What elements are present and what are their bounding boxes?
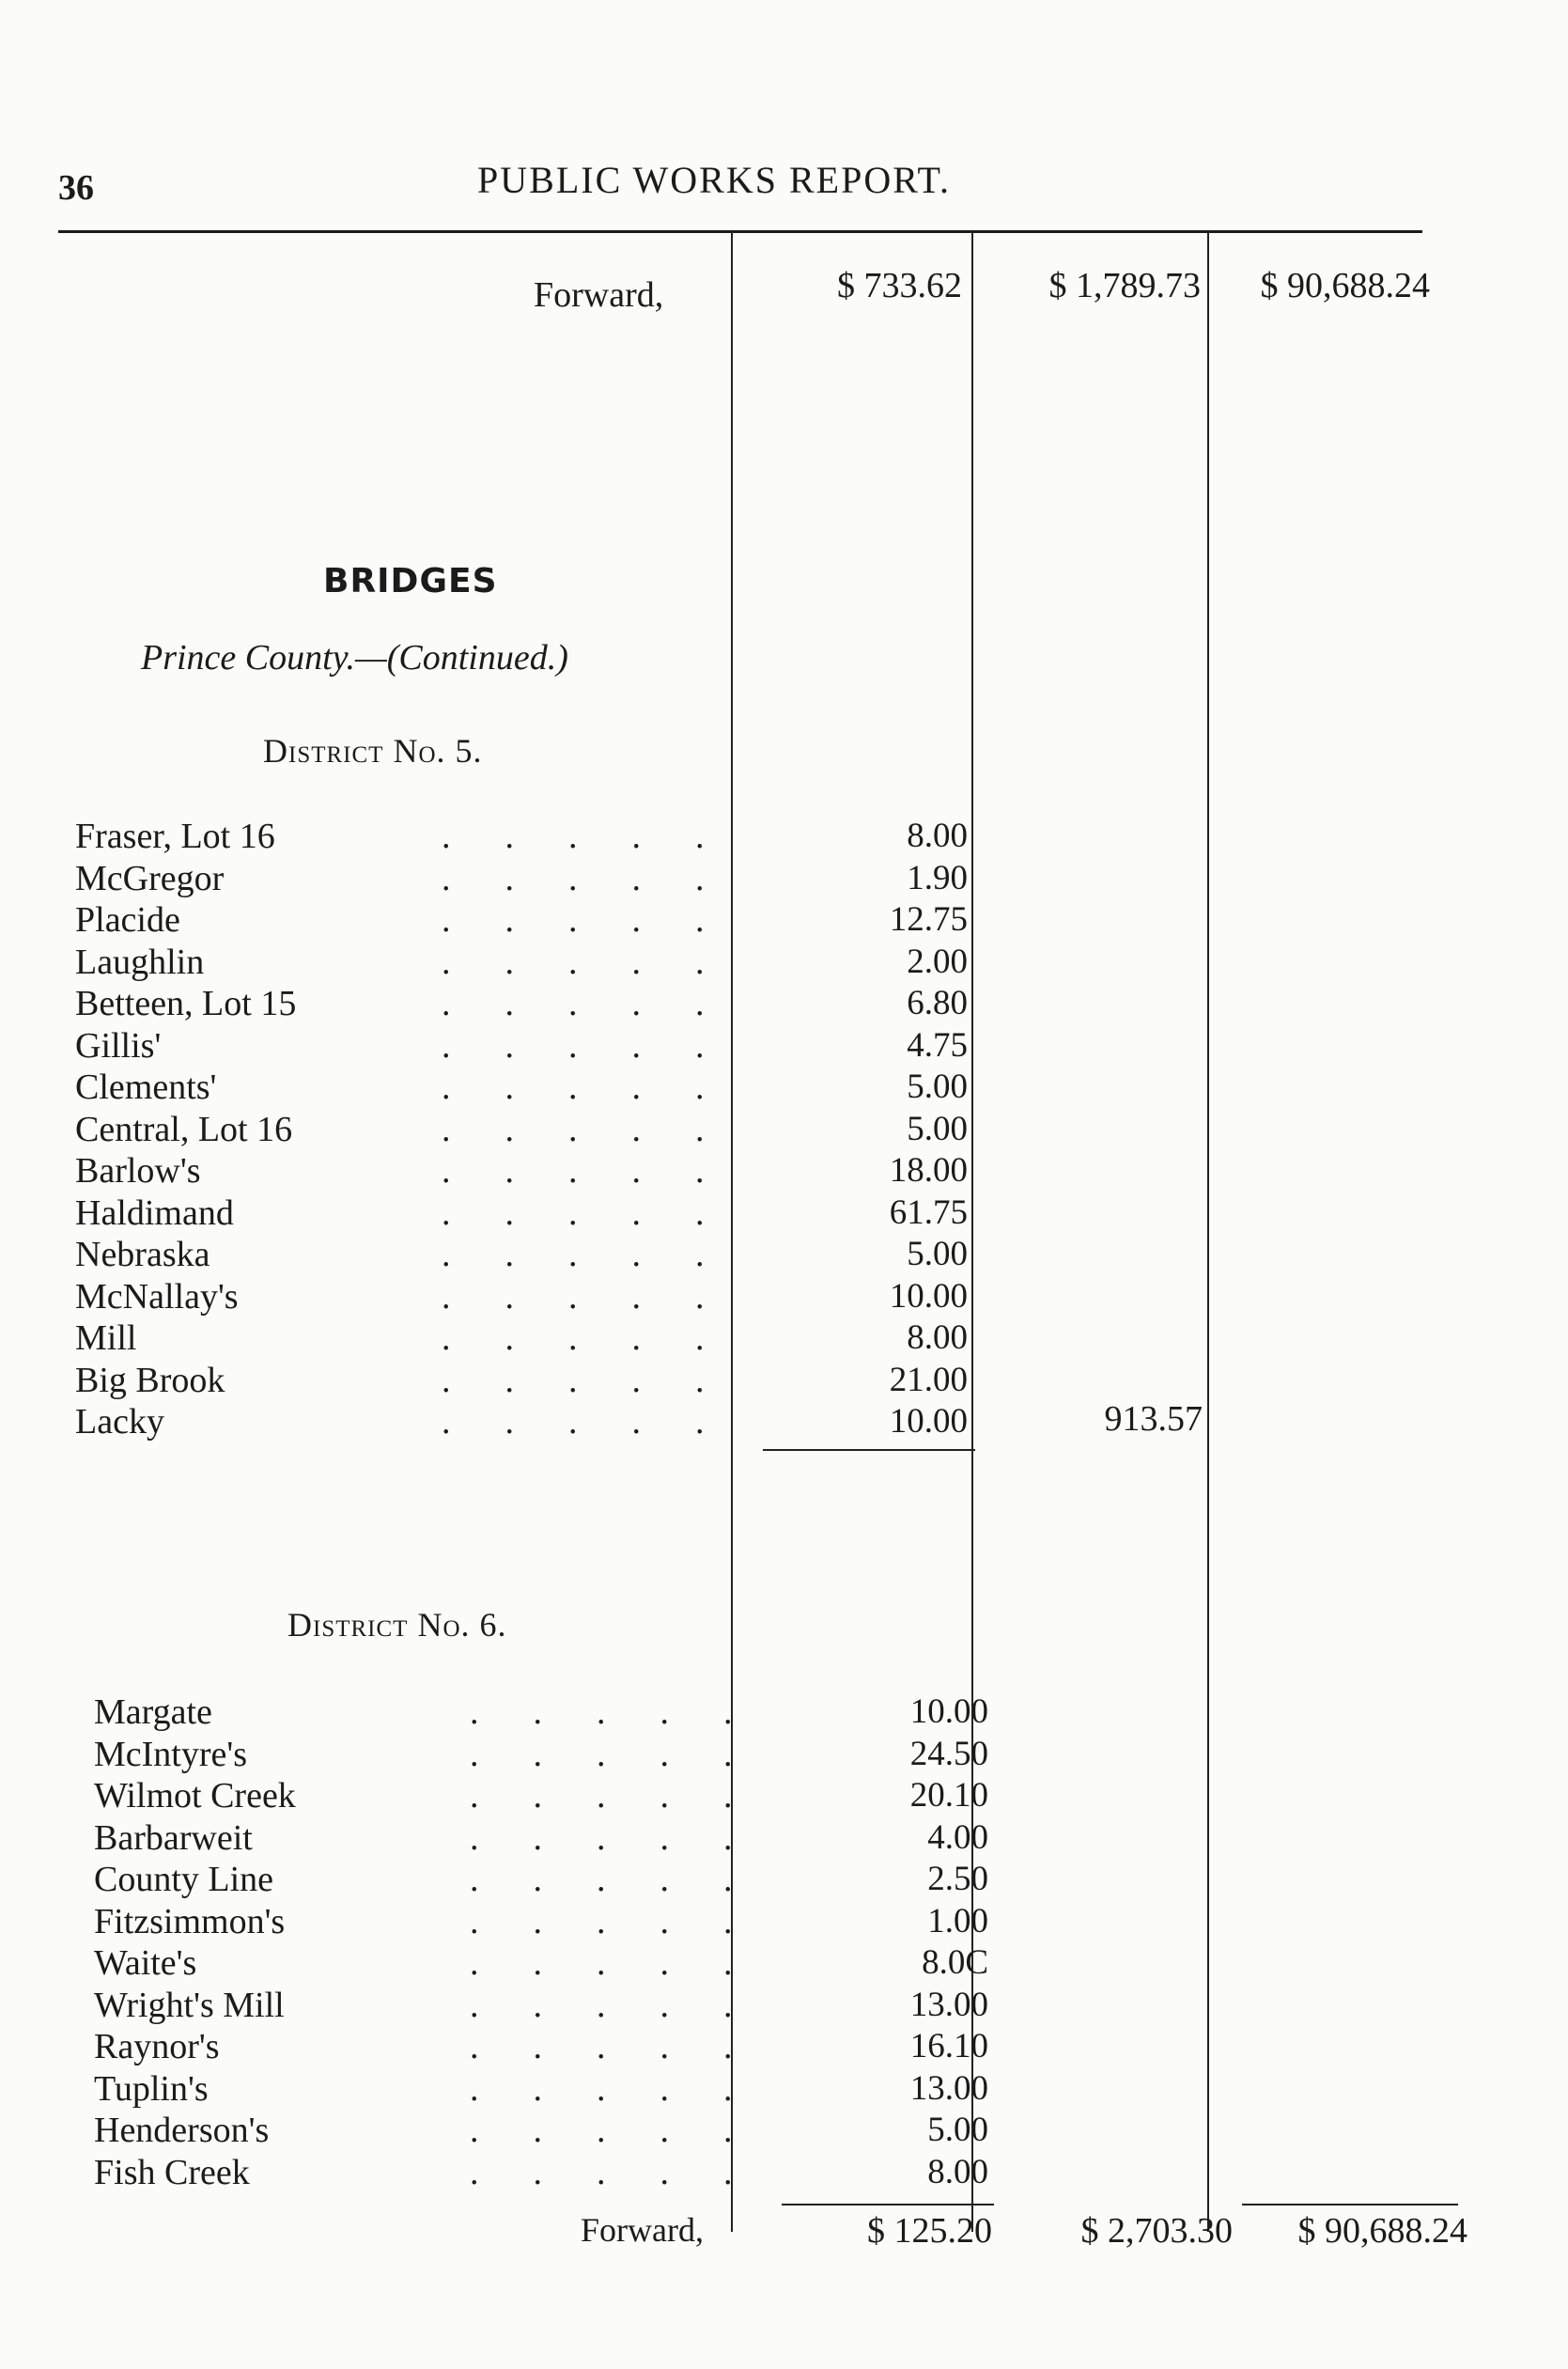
section-title: BRIDGES	[323, 562, 498, 600]
bridge-name: Betteen, Lot 15	[75, 984, 297, 1023]
bridge-name: Central, Lot 16	[75, 1109, 293, 1149]
leader-dots: .....	[470, 1817, 787, 1858]
leader-dots: .....	[470, 2027, 787, 2066]
column3-total-rule	[1242, 2204, 1458, 2205]
leader-dots: .....	[442, 1151, 759, 1191]
bridge-amount: 10.00	[889, 1402, 968, 1441]
district-5-heading	[263, 731, 483, 771]
bridge-name: Wilmot Creek	[94, 1776, 296, 1816]
leader-dots: .....	[442, 942, 759, 982]
leader-dots: .....	[442, 817, 759, 856]
leader-dots: .....	[442, 858, 759, 898]
bridge-amount: 5.00	[907, 1068, 968, 1106]
bridge-amount: 2.50	[927, 1860, 988, 1898]
header-rule	[58, 230, 1422, 233]
bridge-amount: 8.0C	[922, 1943, 988, 1982]
leader-dots: .....	[470, 1901, 787, 1941]
district-5-total: 913.57	[1104, 1399, 1203, 1439]
bridge-name: Laughlin	[75, 942, 205, 982]
leader-dots: .....	[442, 1360, 759, 1400]
leader-dots: .....	[470, 2111, 787, 2150]
bridge-name: County Line	[94, 1860, 274, 1899]
leader-dots: .....	[442, 1318, 759, 1358]
bridge-name: Mill	[75, 1318, 137, 1358]
leader-dots: .....	[470, 1734, 787, 1774]
leader-dots: .....	[470, 1943, 787, 1983]
forward-label-top: Forward,	[534, 275, 664, 315]
bridge-amount: 21.00	[889, 1360, 968, 1399]
bridge-amount: 8.00	[907, 817, 968, 855]
bridge-amount: 24.50	[909, 1734, 988, 1773]
bridge-name: Henderson's	[94, 2111, 270, 2150]
district-5-total-rule	[763, 1449, 975, 1451]
leader-dots: .....	[442, 900, 759, 940]
bridge-amount: 1.00	[927, 1901, 988, 1940]
leader-dots: .....	[442, 1235, 759, 1274]
bridge-name: McNallay's	[75, 1276, 239, 1317]
bridge-amount: 13.00	[909, 2068, 988, 2108]
bridge-name: Wright's Mill	[94, 1985, 285, 2025]
leader-dots: .....	[442, 1068, 759, 1107]
bridge-amount: 4.75	[907, 1025, 968, 1065]
leader-dots: .....	[470, 1692, 787, 1732]
leader-dots: .....	[442, 1109, 759, 1149]
leader-dots: .....	[442, 1276, 759, 1317]
bridge-name: Clements'	[75, 1068, 217, 1107]
bridge-name: Barlow's	[75, 1151, 201, 1191]
bridge-name: McGregor	[75, 858, 225, 898]
bridge-amount: 8.00	[907, 1318, 968, 1357]
forward-bottom-col1: $ 125.20	[867, 2211, 992, 2251]
leader-dots: .....	[470, 1776, 787, 1816]
leader-dots: .....	[442, 1192, 759, 1233]
district-6-heading-text: District No. 6.	[287, 1606, 507, 1644]
forward-label-bottom: Forward,	[581, 2211, 704, 2249]
bridge-amount: 10.00	[889, 1276, 968, 1316]
bridge-amount: 2.00	[907, 942, 968, 981]
page-number: 36	[58, 168, 94, 208]
leader-dots: .....	[442, 1025, 759, 1066]
bridge-name: Fraser, Lot 16	[75, 817, 275, 856]
bridge-amount: 20.10	[909, 1776, 988, 1815]
leader-dots: .....	[442, 984, 759, 1023]
leader-dots: .....	[442, 1402, 759, 1442]
bridge-name: Raynor's	[94, 2027, 220, 2066]
forward-top-col2: $ 1,789.73	[1048, 266, 1201, 305]
bridge-amount: 10.00	[909, 1692, 988, 1731]
page-title: PUBLIC WORKS REPORT.	[477, 159, 951, 201]
bridge-amount: 61.75	[889, 1192, 968, 1232]
district-6-heading	[287, 1605, 507, 1644]
district-5-heading-text: District No. 5.	[263, 732, 483, 770]
bridge-amount: 18.00	[889, 1151, 968, 1190]
bridge-name: Big Brook	[75, 1360, 225, 1400]
leader-dots: .....	[470, 2068, 787, 2109]
county-subtitle: Prince County.—(Continued.)	[141, 638, 568, 678]
bridge-amount: 4.00	[927, 1817, 988, 1857]
bridge-amount: 12.75	[889, 900, 968, 939]
bridge-name: Barbarweit	[94, 1817, 253, 1858]
forward-bottom-col3: $ 90,688.24	[1297, 2211, 1467, 2251]
bridge-name: Haldimand	[75, 1192, 234, 1233]
bridge-amount: 8.00	[927, 2152, 988, 2191]
bridge-name: Lacky	[75, 1402, 164, 1442]
forward-top-col3: $ 90,688.24	[1260, 266, 1430, 305]
bridge-name: Fitzsimmon's	[94, 1901, 286, 1941]
forward-bottom-col2: $ 2,703.30	[1080, 2211, 1233, 2251]
forward-top-col1: $ 733.62	[837, 266, 962, 305]
bridge-name: Placide	[75, 900, 180, 940]
leader-dots: .....	[470, 1985, 787, 2025]
bridge-amount: 5.00	[907, 1109, 968, 1148]
bridge-amount: 5.00	[907, 1235, 968, 1273]
leader-dots: .....	[470, 1860, 787, 1899]
bridge-name: Waite's	[94, 1943, 197, 1983]
bridge-amount: 16.10	[909, 2027, 988, 2065]
bridge-amount: 1.90	[907, 858, 968, 897]
bridge-amount: 13.00	[909, 1985, 988, 2024]
bridge-amount: 5.00	[927, 2111, 988, 2149]
district-6-total-rule	[782, 2204, 994, 2205]
bridge-amount: 6.80	[907, 984, 968, 1022]
bridge-name: Nebraska	[75, 1235, 210, 1274]
leader-dots: .....	[470, 2152, 787, 2192]
bridge-name: McIntyre's	[94, 1734, 248, 1774]
column-rule-right	[1207, 230, 1209, 2232]
bridge-name: Fish Creek	[94, 2152, 250, 2192]
bridge-name: Gillis'	[75, 1025, 162, 1066]
bridge-name: Margate	[94, 1692, 212, 1732]
bridge-name: Tuplin's	[94, 2068, 209, 2109]
